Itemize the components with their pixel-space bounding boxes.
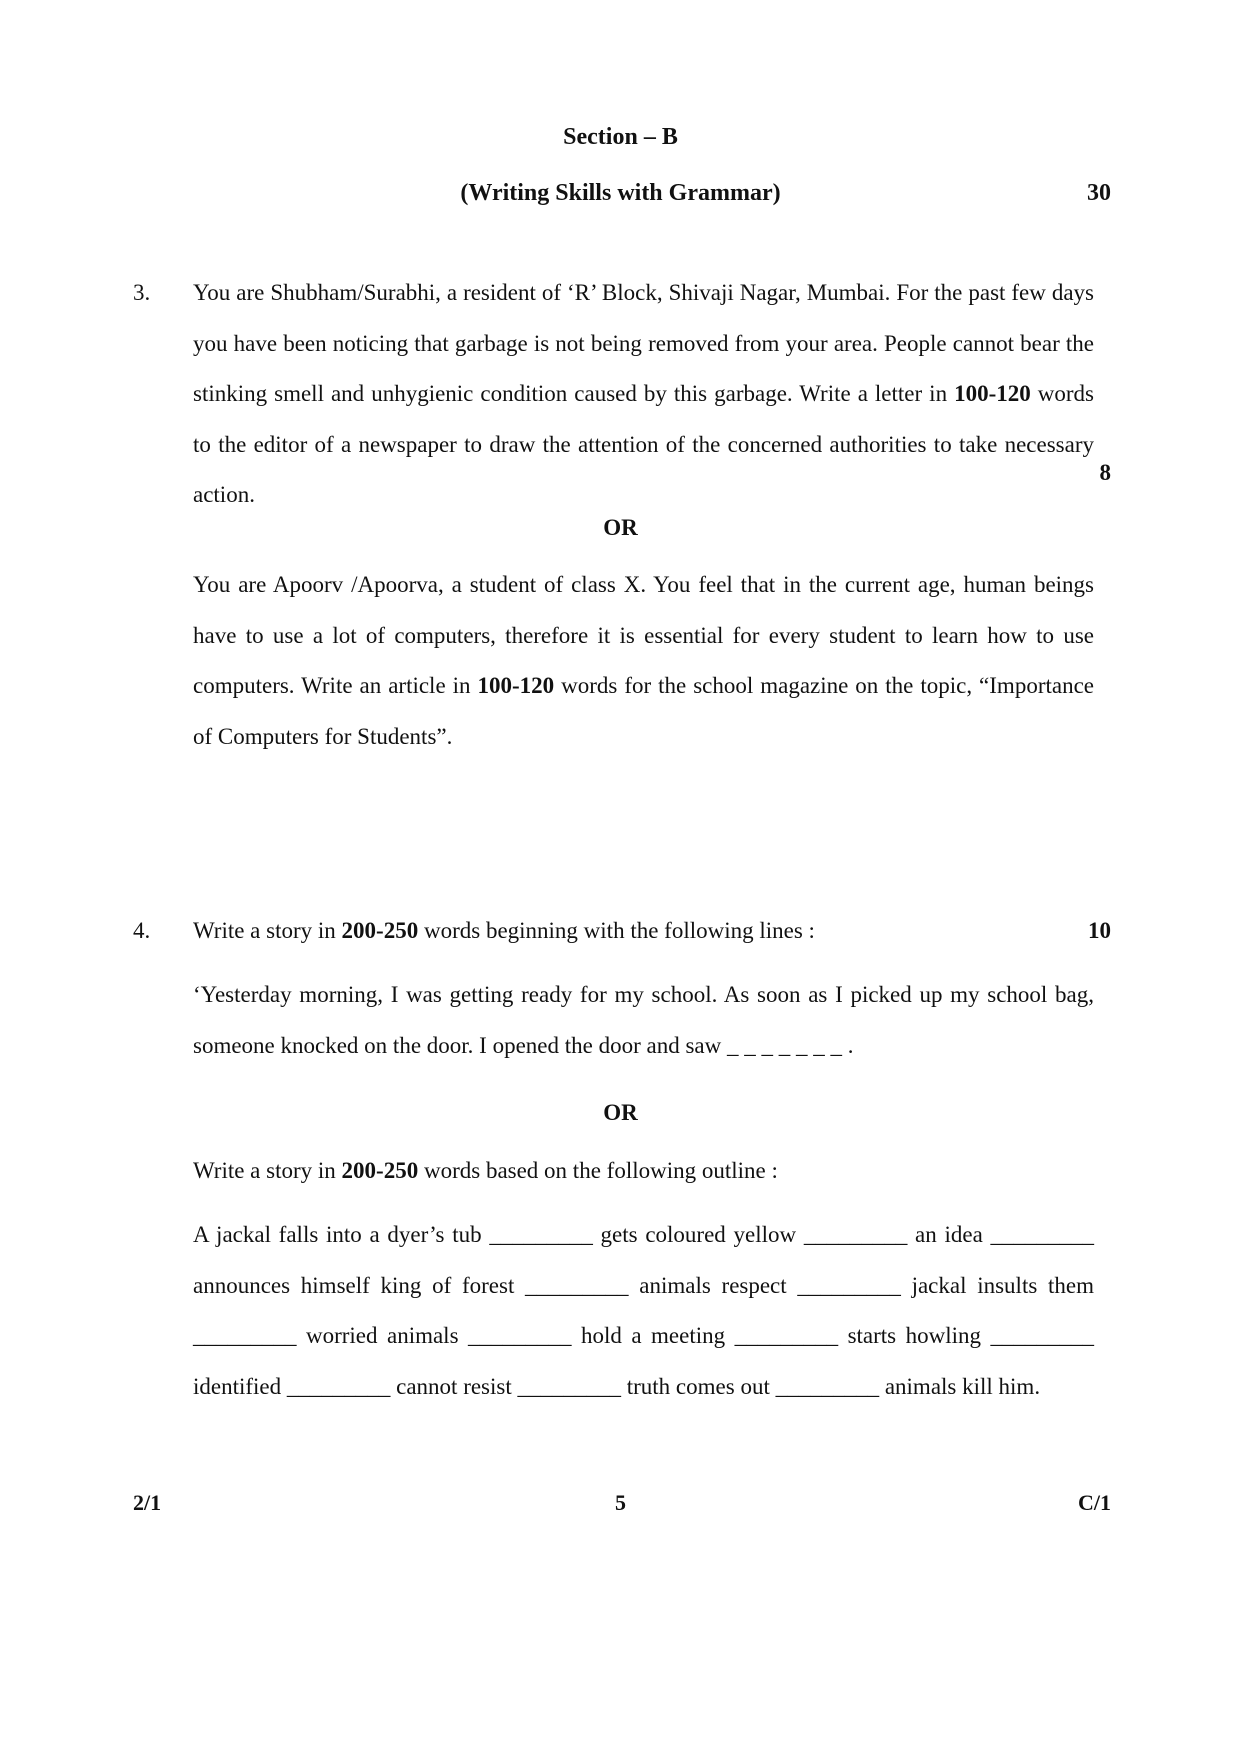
question-4-text [193, 906, 1094, 957]
question-3-text-part2: words to the editor of a newspaper to draw the attention of the concerned authorities to take necessary action. [193, 381, 1094, 507]
question-number-3: 3. [133, 280, 151, 305]
question-4-alt-part2: words based on the following outline : [418, 1158, 778, 1183]
question-4-word-limit: 200-250 [341, 918, 419, 943]
section-title: Section – B [563, 124, 678, 150]
question-4-marks: 10 [1088, 918, 1111, 943]
footer-set-code: C/1 [1078, 1490, 1111, 1515]
page-number: 5 [615, 1490, 626, 1515]
question-3-text-part1: You are Shubham/Surabhi, a resident of ‘R’ Block, Shivaji Nagar, Mumbai. For the past few days you have been noticing that garbage is not being removed from your area. People cannot bear the stinking smell and unhygienic condition caused by this garbage. Write a letter in [193, 280, 1094, 406]
question-3-alt-part2: words for the school magazine on the topic, “Importance of Computers for Students”. [193, 673, 1094, 749]
question-4-text-part2: words beginning with the following lines : [418, 918, 815, 943]
question-4-quote: ‘Yesterday morning, I was getting ready for my school. As soon as I picked up my school bag, someone knocked on the door. I opened the door and saw _ _ _ _ _ _ _ . [193, 982, 1094, 1058]
question-4-alternative-text [193, 1146, 1094, 1197]
question-3-alternative-text [193, 560, 1094, 762]
q4-or-separator: OR [603, 1100, 638, 1125]
question-4-alt-part1: Write a story in [193, 1158, 342, 1183]
question-4-text-part1: Write a story in [193, 918, 342, 943]
section-subtitle: (Writing Skills with Grammar) [460, 180, 781, 206]
question-number-4: 4. [133, 918, 151, 943]
question-3-text [193, 268, 1094, 521]
question-4-alt-word-limit: 200-250 [341, 1158, 419, 1183]
q3-or-separator: OR [603, 515, 638, 540]
footer-paper-code: 2/1 [133, 1490, 162, 1515]
question-3-alt-part1: You are Apoorv /Apoorva, a student of class X. You feel that in the current age, human beings have to use a lot of computers, therefore it is essential for every student to learn how to use computers. Write an article in [193, 572, 1094, 698]
question-3-marks: 8 [1099, 460, 1111, 485]
question-4-story-outline: A jackal falls into a dyer’s tub _________ gets coloured yellow _________ an idea _________ announces himself king of forest _________ animals respect _________ jackal insults them _________ worried animals _________ hold a meeting _________ starts howling _________ identified _________ cannot resist _________ truth comes out _________ animals kill him. [193, 1222, 1094, 1399]
question-3-word-limit: 100-120 [954, 381, 1031, 406]
section-total-marks: 30 [1087, 180, 1111, 206]
question-3-alt-word-limit: 100-120 [477, 673, 555, 698]
